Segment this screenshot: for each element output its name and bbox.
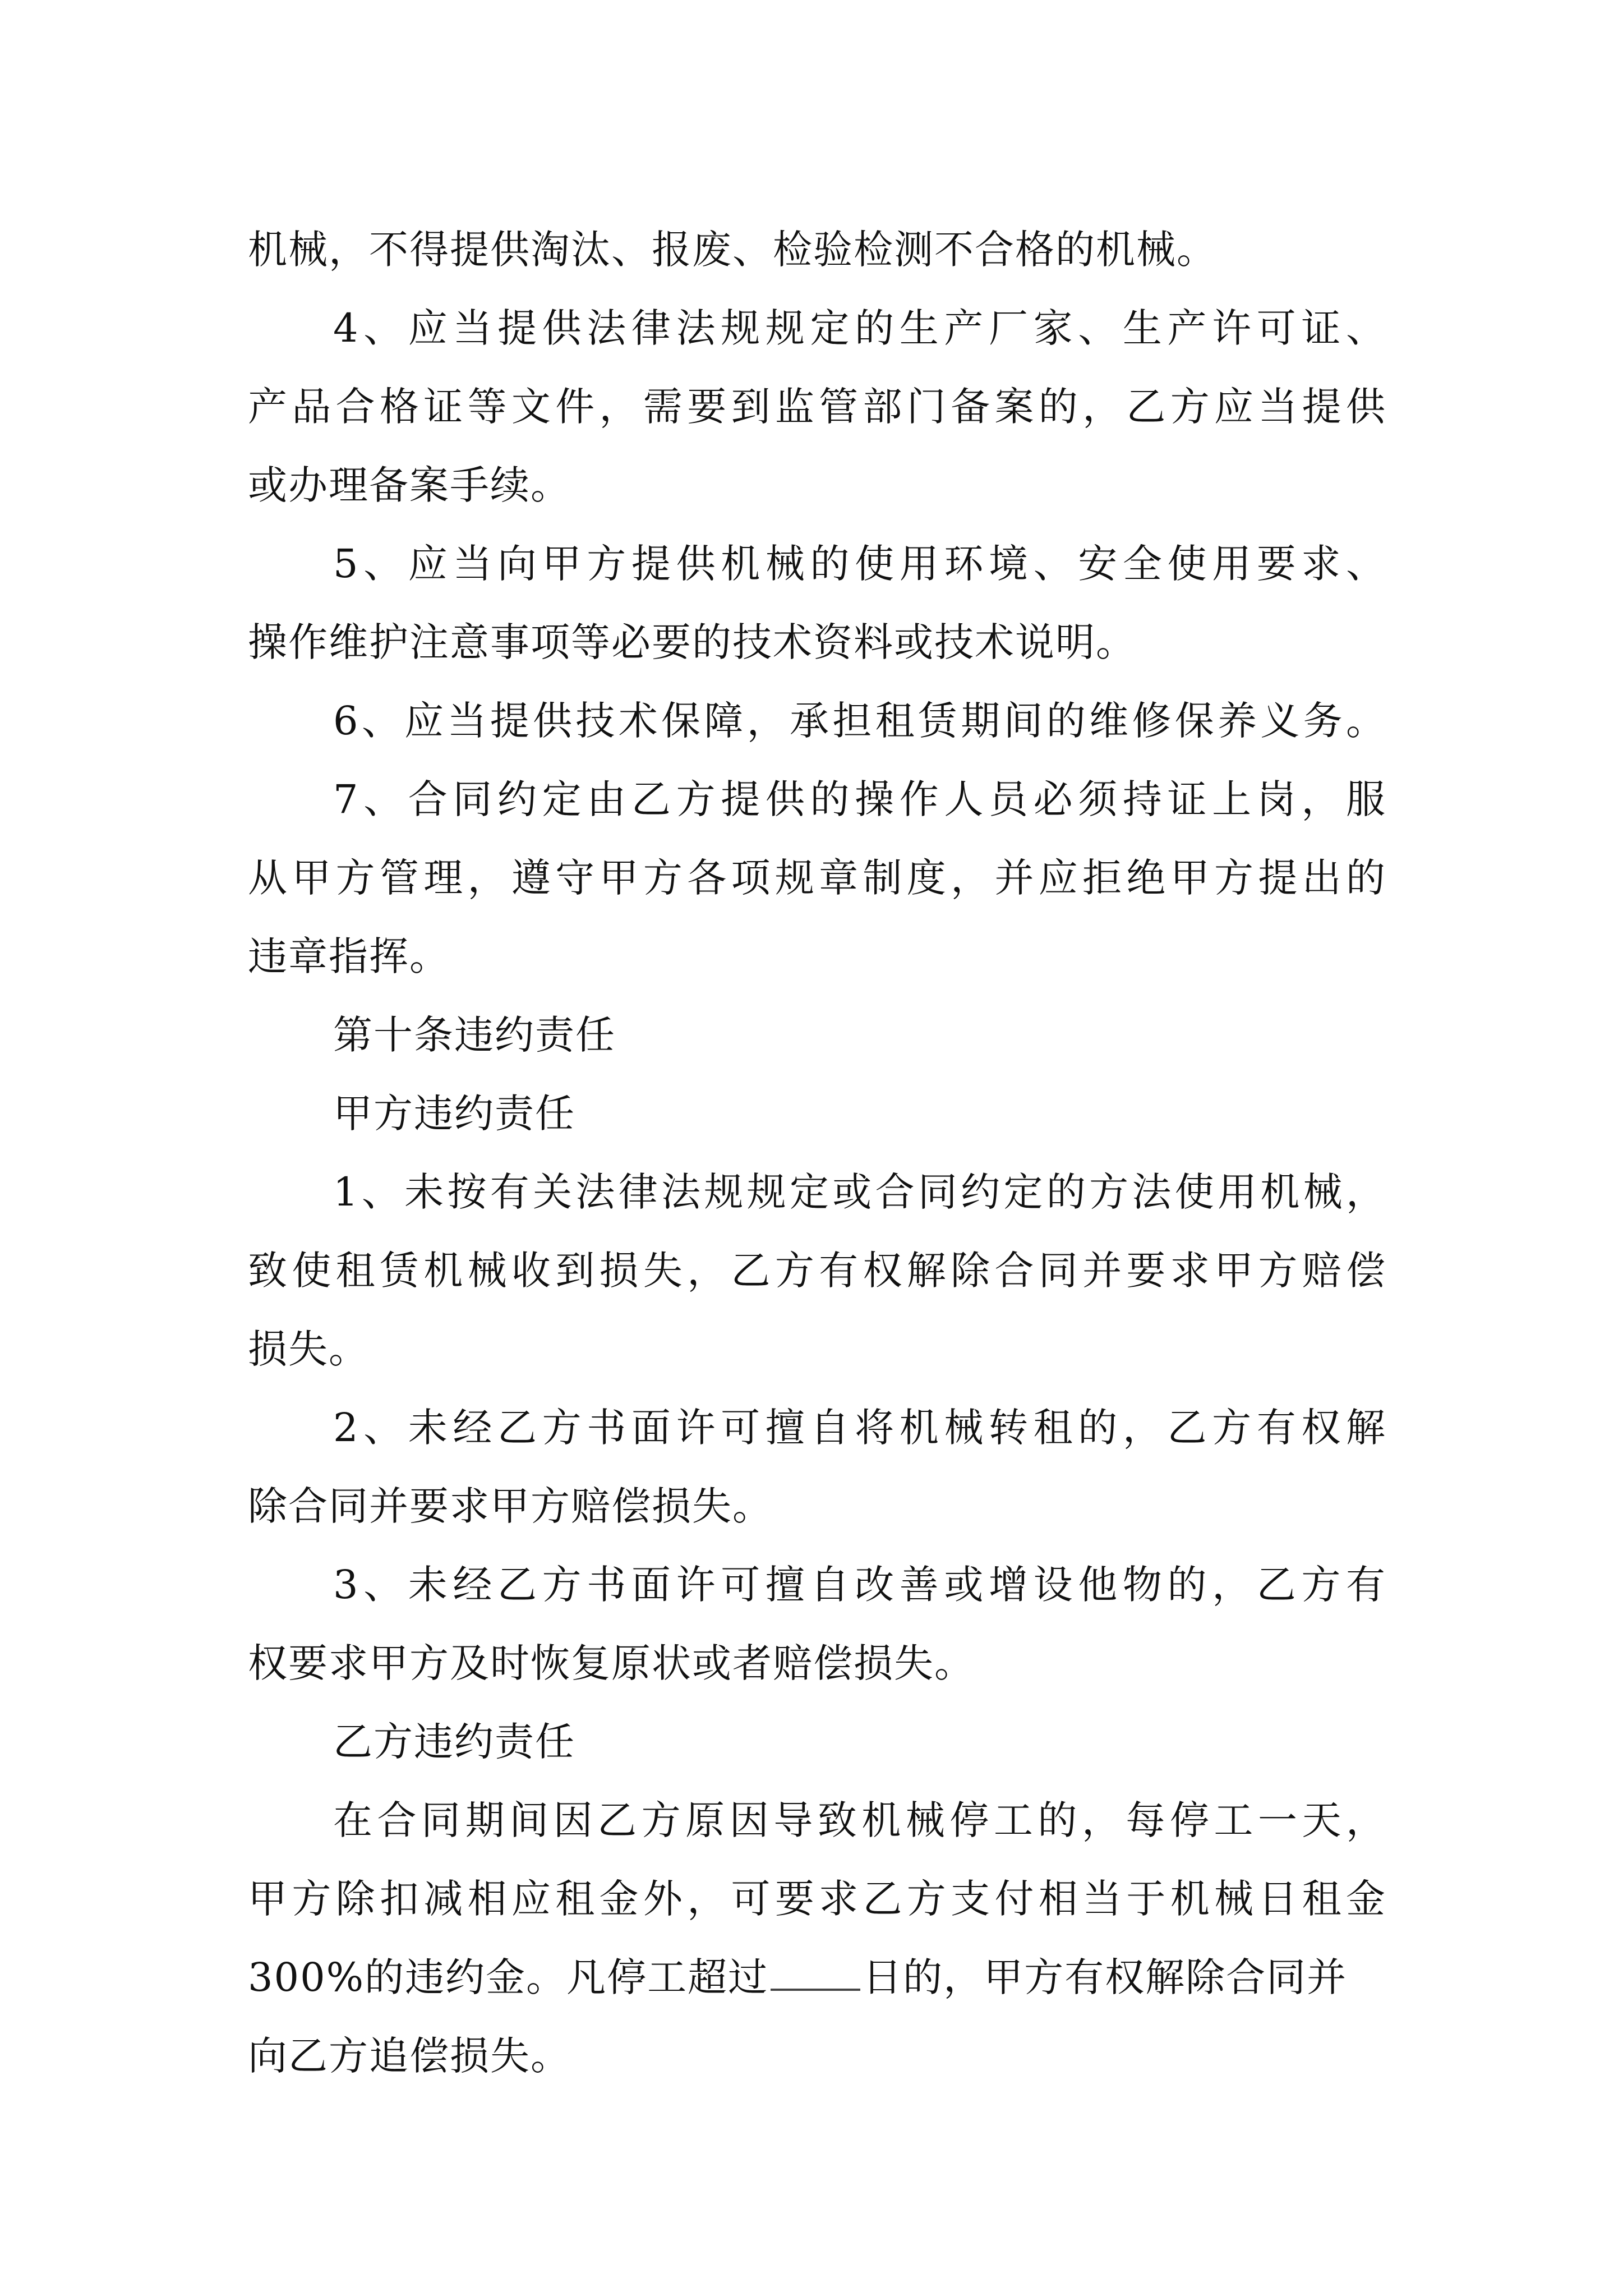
paragraph-line: 违章指挥。 — [248, 933, 450, 979]
paragraph-line: 5、应当向甲方提供机械的使用环境、安全使用要求、 — [333, 541, 1386, 587]
paragraph-line: 从甲方管理，遵守甲方各项规章制度，并应拒绝甲方提出的 — [248, 855, 1386, 901]
paragraph-line: 2、未经乙方书面许可擅自将机械转租的，乙方有权解 — [333, 1405, 1386, 1451]
section-heading: 第十条违约责任 — [333, 1012, 616, 1058]
paragraph-line: 6、应当提供技术保障，承担租赁期间的维修保养义务。 — [333, 698, 1386, 744]
fill-in-blank — [771, 1955, 860, 1991]
paragraph-line: 致使租赁机械收到损失，乙方有权解除合同并要求甲方赔偿 — [248, 1248, 1386, 1294]
paragraph-line: 4、应当提供法律法规规定的生产厂家、生产许可证、 — [333, 305, 1386, 351]
paragraph-line: 7、合同约定由乙方提供的操作人员必须持证上岗，服 — [333, 776, 1386, 822]
paragraph-line — [248, 1938, 1386, 2017]
subsection-heading: 乙方违约责任 — [333, 1719, 575, 1765]
document-body — [248, 210, 1386, 2095]
paragraph-line: 产品合格证等文件，需要到监管部门备案的，乙方应当提供 — [248, 384, 1386, 430]
paragraph-line: 损失。 — [248, 1326, 369, 1372]
paragraph-line: 1、未按有关法律法规规定或合同约定的方法使用机械， — [333, 1169, 1386, 1215]
line-segment: 300%的违约金。凡停工超过 — [248, 1954, 769, 2000]
paragraph-line: 操作维护注意事项等必要的技术资料或技术说明。 — [248, 619, 1136, 665]
paragraph-line: 权要求甲方及时恢复原状或者赔偿损失。 — [248, 1640, 975, 1686]
subsection-heading: 甲方违约责任 — [333, 1091, 575, 1137]
paragraph-line: 除合同并要求甲方赔偿损失。 — [248, 1483, 773, 1529]
paragraph-line: 在合同期间因乙方原因导致机械停工的，每停工一天， — [333, 1797, 1386, 1843]
paragraph-line: 3、未经乙方书面许可擅自改善或增设他物的，乙方有 — [333, 1562, 1386, 1608]
paragraph-line: 向乙方追偿损失。 — [248, 2033, 571, 2079]
paragraph-line: 机械，不得提供淘汰、报废、检验检测不合格的机械。 — [248, 227, 1217, 273]
paragraph-line: 甲方除扣减相应租金外，可要求乙方支付相当于机械日租金 — [248, 1876, 1386, 1922]
paragraph-line: 或办理备案手续。 — [248, 462, 571, 508]
line-segment: 日的，甲方有权解除合同并 — [863, 1954, 1348, 2000]
